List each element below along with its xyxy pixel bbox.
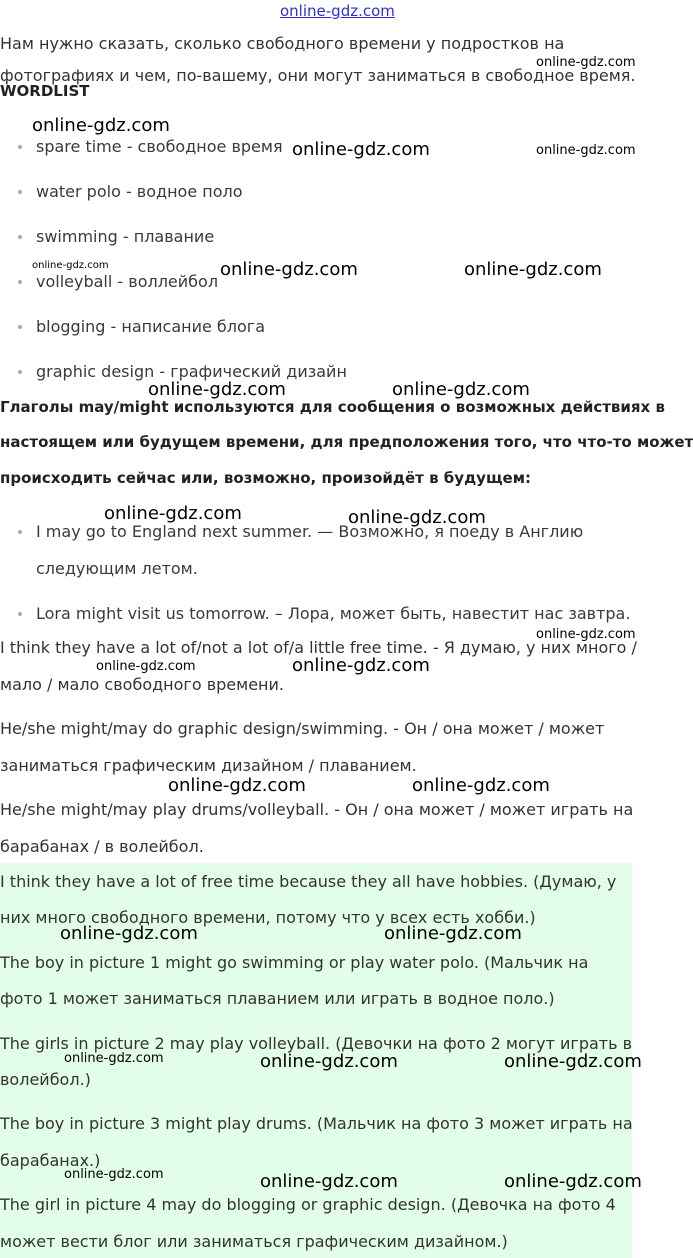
- answer-line: фото 1 может заниматься плаванием или играть в водное поло.): [0, 989, 555, 1008]
- watermark: online-gdz.com: [64, 1167, 164, 1182]
- watermark: online-gdz.com: [464, 259, 602, 280]
- pattern-line: мало / мало свободного времени.: [0, 675, 284, 694]
- pattern-line: He/she might/may play drums/volleyball. - Он / она может / может играть на: [0, 800, 634, 819]
- rule-text-line: настоящем или будущем времени, для предположения того, что что-то может: [0, 433, 693, 451]
- answer-line: барабанах.): [0, 1151, 101, 1170]
- answer-line: них много свободного времени, потому что у всех есть хобби.): [0, 908, 536, 927]
- watermark: online-gdz.com: [504, 1051, 642, 1072]
- watermark: online-gdz.com: [348, 507, 486, 528]
- intro-text: Нам нужно сказать, сколько свободного времени у подростков на: [0, 34, 565, 53]
- rule-text-line: Глаголы may/might используются для сообщения о возможных действиях в: [0, 398, 665, 416]
- answer-line: I think they have a lot of free time because they all have hobbies. (Думаю, у: [0, 872, 617, 891]
- pattern-line: I think they have a lot of/not a lot of/a little free time. - Я думаю, у них много /: [0, 638, 637, 657]
- watermark: online-gdz.com: [412, 775, 550, 796]
- pattern-line: барабанах / в волейбол.: [0, 837, 204, 856]
- wordlist-item: water polo - водное поло: [18, 182, 243, 201]
- answer-line: The boy in picture 3 might play drums. (Мальчик на фото 3 может играть на: [0, 1114, 633, 1133]
- watermark: online-gdz.com: [32, 260, 109, 271]
- bullet-icon: [18, 190, 22, 194]
- example-item: I may go to England next summer. — Возможно, я поеду в Англию: [18, 522, 583, 541]
- watermark: online-gdz.com: [260, 1171, 398, 1192]
- answer-line: волейбол.): [0, 1070, 91, 1089]
- watermark: online-gdz.com: [60, 923, 198, 944]
- bullet-icon: [18, 235, 22, 239]
- wordlist-item: volleyball - воллейбол: [18, 272, 218, 291]
- intro-text-cut: фотографиях и чем, по-вашему, они могут заниматься в свободное время.: [0, 66, 636, 85]
- example-item-continued: следующим летом.: [36, 559, 198, 578]
- answer-line: The girls in picture 2 may play volleyball. (Девочки на фото 2 могут играть в: [0, 1034, 633, 1053]
- bullet-icon: [18, 280, 22, 284]
- watermark: online-gdz.com: [260, 1051, 398, 1072]
- site-header-link[interactable]: online-gdz.com: [280, 2, 395, 20]
- wordlist-item: blogging - написание блога: [18, 317, 265, 336]
- bullet-icon: [18, 145, 22, 149]
- watermark: online-gdz.com: [148, 379, 286, 400]
- bullet-icon: [18, 325, 22, 329]
- watermark: online-gdz.com: [392, 379, 530, 400]
- watermark: online-gdz.com: [168, 775, 306, 796]
- wordlist-item: graphic design - графический дизайн: [18, 362, 347, 381]
- watermark: online-gdz.com: [292, 655, 430, 676]
- watermark: online-gdz.com: [504, 1171, 642, 1192]
- wordlist-item: spare time - свободное время: [18, 137, 283, 156]
- bullet-icon: [18, 530, 22, 534]
- wordlist-item: swimming - плавание: [18, 227, 214, 246]
- bullet-icon: [18, 370, 22, 374]
- answer-line: может вести блог или заниматься графическим дизайном.): [0, 1232, 508, 1251]
- pattern-line: He/she might/may do graphic design/swimming. - Он / она может / может: [0, 719, 605, 738]
- example-item: Lora might visit us tomorrow. – Лора, может быть, навестит нас завтра.: [18, 604, 630, 623]
- watermark: online-gdz.com: [104, 503, 242, 524]
- watermark: online-gdz.com: [384, 923, 522, 944]
- answer-line: The girl in picture 4 may do blogging or graphic design. (Девочка на фото 4: [0, 1195, 616, 1214]
- watermark: online-gdz.com: [536, 55, 636, 70]
- rule-text-line: происходить сейчас или, возможно, произойдёт в будущем:: [0, 469, 531, 487]
- watermark: online-gdz.com: [32, 115, 170, 136]
- watermark: online-gdz.com: [220, 259, 358, 280]
- watermark: online-gdz.com: [292, 139, 430, 160]
- wordlist-heading: WORDLIST: [0, 82, 90, 100]
- bullet-icon: [18, 612, 22, 616]
- watermark: online-gdz.com: [536, 627, 636, 642]
- answer-line: The boy in picture 1 might go swimming or play water polo. (Мальчик на: [0, 953, 589, 972]
- pattern-line: заниматься графическим дизайном / плаванием.: [0, 756, 417, 775]
- watermark: online-gdz.com: [96, 659, 196, 674]
- watermark: online-gdz.com: [536, 143, 636, 158]
- watermark: online-gdz.com: [64, 1051, 164, 1066]
